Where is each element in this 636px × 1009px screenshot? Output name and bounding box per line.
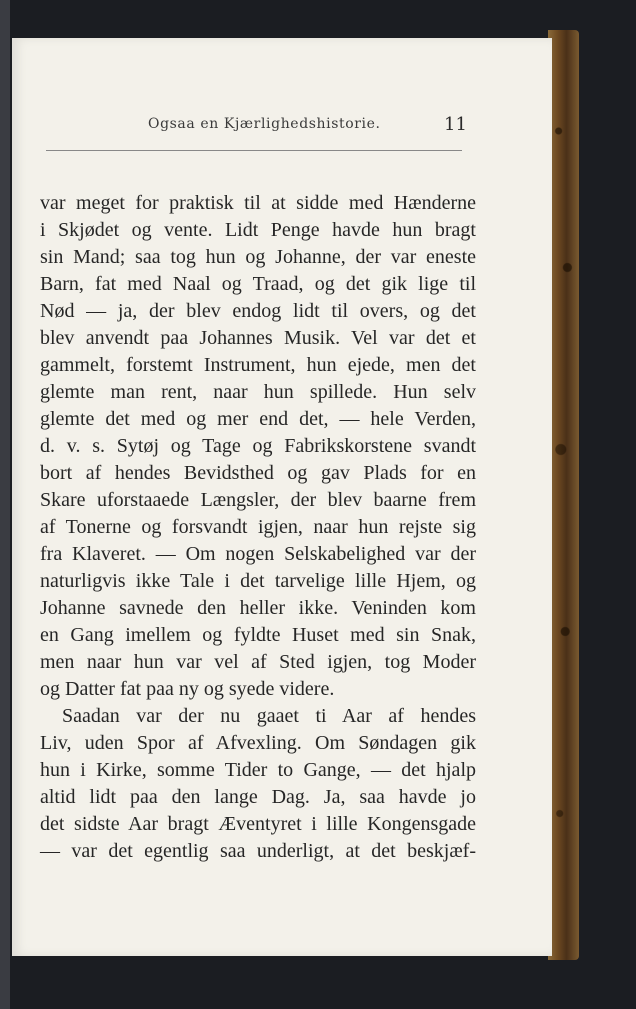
running-head: Ogsaa en Kjærlighedshistorie.	[148, 116, 381, 132]
text-line: Barn, fat med Naal og Traad, og det gik lige til	[40, 273, 476, 295]
paragraph-end-line: og Datter fat paa ny og syede videre.	[40, 678, 335, 700]
spine-shadow	[0, 0, 10, 1009]
header-rule	[46, 150, 462, 151]
text-line: gammelt, forstemt Instrument, hun ejede, men det	[40, 354, 476, 376]
page-header	[12, 38, 552, 148]
text-line: fra Klaveret. — Om nogen Selskabelighed var der	[40, 543, 476, 565]
text-line: i Skjødet og vente. Lidt Penge havde hun bragt	[40, 219, 476, 241]
text-line: bort af hendes Bevidsthed og gav Plads for en	[40, 462, 476, 484]
paragraph-start-line: Saadan var der nu gaaet ti Aar af hendes	[62, 705, 476, 727]
text-line: naturligvis ikke Tale i det tarvelige lille Hjem, og	[40, 570, 476, 592]
cover-marbling	[552, 40, 574, 950]
text-line: Nød — ja, der blev endog lidt til overs, og det	[40, 300, 476, 322]
text-line: Liv, uden Spor af Afvexling. Om Søndagen gik	[40, 732, 476, 754]
text-line: glemte man rent, naar hun spillede. Hun selv	[40, 381, 476, 403]
text-line: glemte det med og mer end det, — hele Verden,	[40, 408, 476, 430]
page-number: 11	[444, 114, 467, 135]
text-line: men naar hun var vel af Sted igjen, tog Moder	[40, 651, 476, 673]
text-line: en Gang imellem og fyldte Huset med sin Snak,	[40, 624, 476, 646]
book-page	[12, 38, 552, 956]
text-line: d. v. s. Sytøj og Tage og Fabrikskorstene svandt	[40, 435, 476, 457]
text-line: Skare uforstaaede Længsler, der blev baarne frem	[40, 489, 476, 511]
text-line: det sidste Aar bragt Æventyret i lille Kongensgade	[40, 813, 476, 835]
text-line: var meget for praktisk til at sidde med Hænderne	[40, 192, 476, 214]
text-line: af Tonerne og forsvandt igjen, naar hun rejste sig	[40, 516, 476, 538]
text-line: — var det egentlig saa underligt, at det beskjæf-	[40, 840, 476, 862]
text-line: sin Mand; saa tog hun og Johanne, der var eneste	[40, 246, 476, 268]
body-text	[40, 190, 476, 865]
text-line: Johanne savnede den heller ikke. Veninden kom	[40, 597, 476, 619]
text-line: altid lidt paa den lange Dag. Ja, saa havde jo	[40, 786, 476, 808]
text-line: blev anvendt paa Johannes Musik. Vel var det et	[40, 327, 476, 349]
text-line: hun i Kirke, somme Tider to Gange, — det hjalp	[40, 759, 476, 781]
